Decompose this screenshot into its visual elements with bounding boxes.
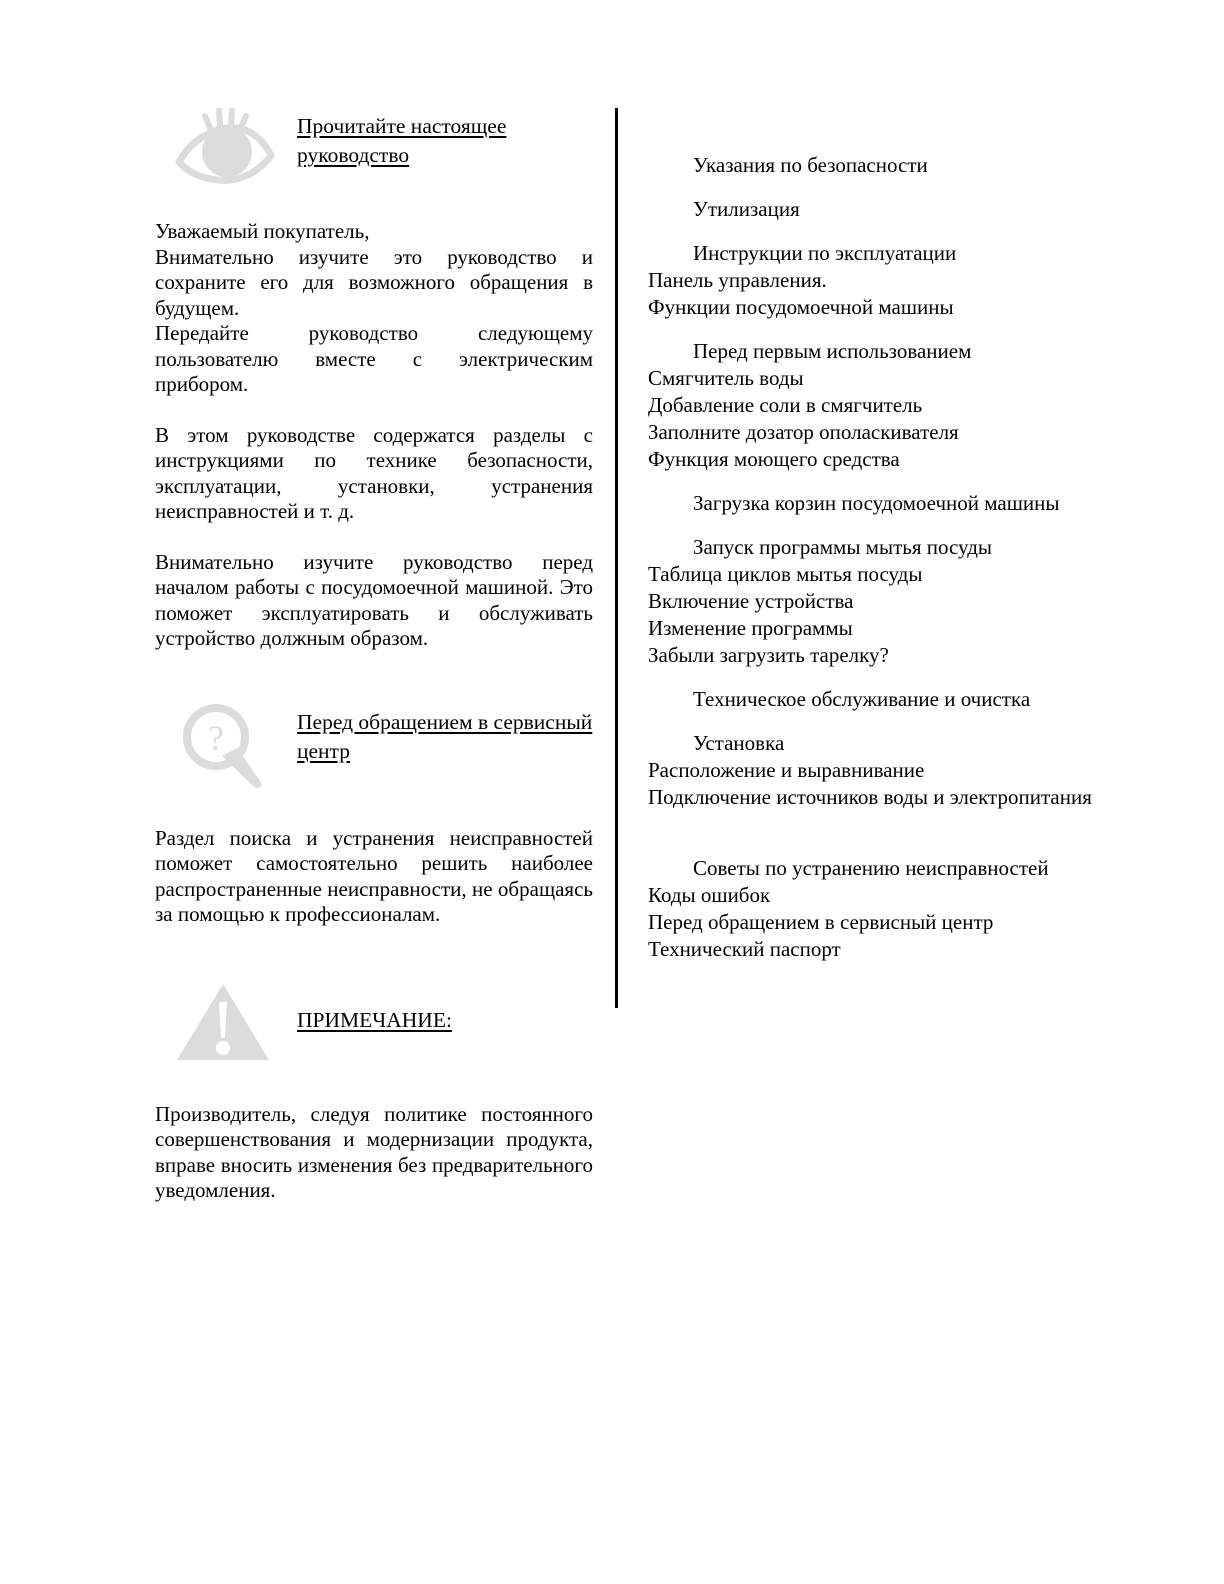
spacer (155, 194, 593, 219)
spacer (648, 223, 1148, 240)
toc-group-starting-program (648, 534, 1148, 669)
toc-item-fill-rinse-dispenser[interactable]: Заполните дозатор ополаскивателя (648, 420, 959, 444)
magnifier-question-icon (175, 704, 275, 790)
toc-item-before-contacting-service[interactable]: Перед обращением в сервисный центр (648, 910, 994, 934)
spacer (648, 517, 1148, 534)
paragraph-greeting-line: Уважаемый покупатель, (155, 219, 370, 243)
warning-triangle-icon (175, 980, 275, 1066)
spacer (155, 525, 593, 550)
paragraph-keep-manual: Внимательно изучите это руководство и сохраните его для возможного обращения в будущем. (155, 244, 593, 320)
toc-item-control-panel[interactable]: Панель управления. (648, 268, 827, 292)
svg-text:?: ? (208, 717, 224, 758)
spacer (648, 669, 1148, 686)
section-header-read-manual (155, 108, 593, 194)
toc-item-wash-cycle-table[interactable]: Таблица циклов мытья посуды (648, 562, 923, 586)
section-before-service (155, 704, 593, 928)
toc-item-changing-program[interactable]: Изменение программы (648, 616, 853, 640)
toc-group-loading-baskets (648, 490, 1148, 517)
section-header-before-service (155, 704, 593, 790)
spacer (648, 713, 1148, 730)
toc-heading-loading-baskets[interactable]: Загрузка корзин посудомоечной машины (693, 491, 1060, 515)
heading-before-service-line2: центр (297, 738, 350, 763)
heading-note (297, 980, 593, 1035)
heading-before-service (297, 704, 593, 766)
toc-heading-disposal[interactable]: Утилизация (693, 197, 800, 221)
toc-heading-operating-instructions[interactable]: Инструкции по эксплуатации (693, 241, 957, 265)
spacer (155, 398, 593, 423)
toc-group-troubleshooting (648, 855, 1148, 963)
toc-heading-before-first-use[interactable]: Перед первым использованием (693, 339, 972, 363)
spacer (648, 473, 1148, 490)
toc-heading-safety[interactable]: Указания по безопасности (693, 153, 928, 177)
spacer (648, 179, 1148, 196)
toc-item-dishwasher-functions[interactable]: Функции посудомоечной машины (648, 295, 954, 319)
toc-heading-installation[interactable]: Установка (693, 731, 785, 755)
heading-before-service-line1: Перед обращением в сервисный (297, 709, 593, 734)
heading-note-line1: ПРИМЕЧАНИЕ: (297, 1007, 452, 1032)
toc-item-detergent-function[interactable]: Функция моющего средства (648, 447, 900, 471)
paragraph-manufacturer-notice: Производитель, следуя политике постоянного совершенствования и модернизации продукта, вправе вносить изменения без предварительного уведомления. (155, 1101, 593, 1202)
toc-item-forgot-plate[interactable]: Забыли загрузить тарелку? (648, 643, 889, 667)
toc-item-positioning-levelling[interactable]: Расположение и выравнивание (648, 758, 925, 782)
heading-read-manual-line2: руководство (297, 143, 410, 167)
eye-icon (175, 108, 275, 194)
toc-group-safety (648, 152, 1148, 179)
spacer (155, 1066, 593, 1102)
toc-item-water-power-connection[interactable]: Подключение источников воды и электропитания (648, 785, 1092, 809)
column-divider (615, 108, 618, 1008)
toc-item-switching-on[interactable]: Включение устройства (648, 589, 854, 613)
section-note (155, 980, 593, 1204)
toc-group-before-first-use (648, 338, 1148, 473)
section-read-manual (155, 108, 593, 652)
heading-read-manual (297, 108, 593, 170)
spacer (155, 790, 593, 826)
left-column (155, 108, 593, 1204)
paragraph-troubleshooting: Раздел поиска и устранения неисправностей поможет самостоятельно решить наиболее распространенные неисправности, не обращаясь за помощью к профессионалам. (155, 825, 593, 926)
spacer (155, 652, 593, 704)
toc-item-technical-datasheet[interactable]: Технический паспорт (648, 937, 841, 961)
toc-item-adding-salt[interactable]: Добавление соли в смягчитель (648, 393, 923, 417)
toc-group-installation (648, 730, 1148, 811)
paragraph-study-before-use: Внимательно изучите руководство перед началом работы с посудомоечной машиной. Это поможет эксплуатировать и обслуживать устройство должным образом. (155, 549, 593, 650)
toc-heading-maintenance[interactable]: Техническое обслуживание и очистка (693, 687, 1031, 711)
toc-group-disposal (648, 196, 1148, 223)
spacer (648, 811, 1148, 855)
toc-item-water-softener[interactable]: Смягчитель воды (648, 366, 804, 390)
toc-group-operating-instructions (648, 240, 1148, 321)
toc-item-error-codes[interactable]: Коды ошибок (648, 883, 771, 907)
heading-read-manual-line1: Прочитайте настоящее (297, 114, 507, 138)
section-header-note (155, 980, 593, 1066)
right-column-table-of-contents (648, 108, 1148, 963)
toc-heading-starting-program[interactable]: Запуск программы мытья посуды (693, 535, 993, 559)
toc-group-maintenance (648, 686, 1148, 713)
spacer (155, 928, 593, 980)
spacer (648, 108, 1148, 152)
paragraph-manual-sections: В этом руководстве содержатся разделы с инструкциями по технике безопасности, эксплуатации, установки, устранения неисправностей и т. д. (155, 422, 593, 523)
toc-heading-troubleshooting[interactable]: Советы по устранению неисправностей (693, 856, 1049, 880)
spacer (648, 321, 1148, 338)
paragraph-pass-manual: Передайте руководство следующему пользователю вместе с электрическим прибором. (155, 321, 593, 396)
